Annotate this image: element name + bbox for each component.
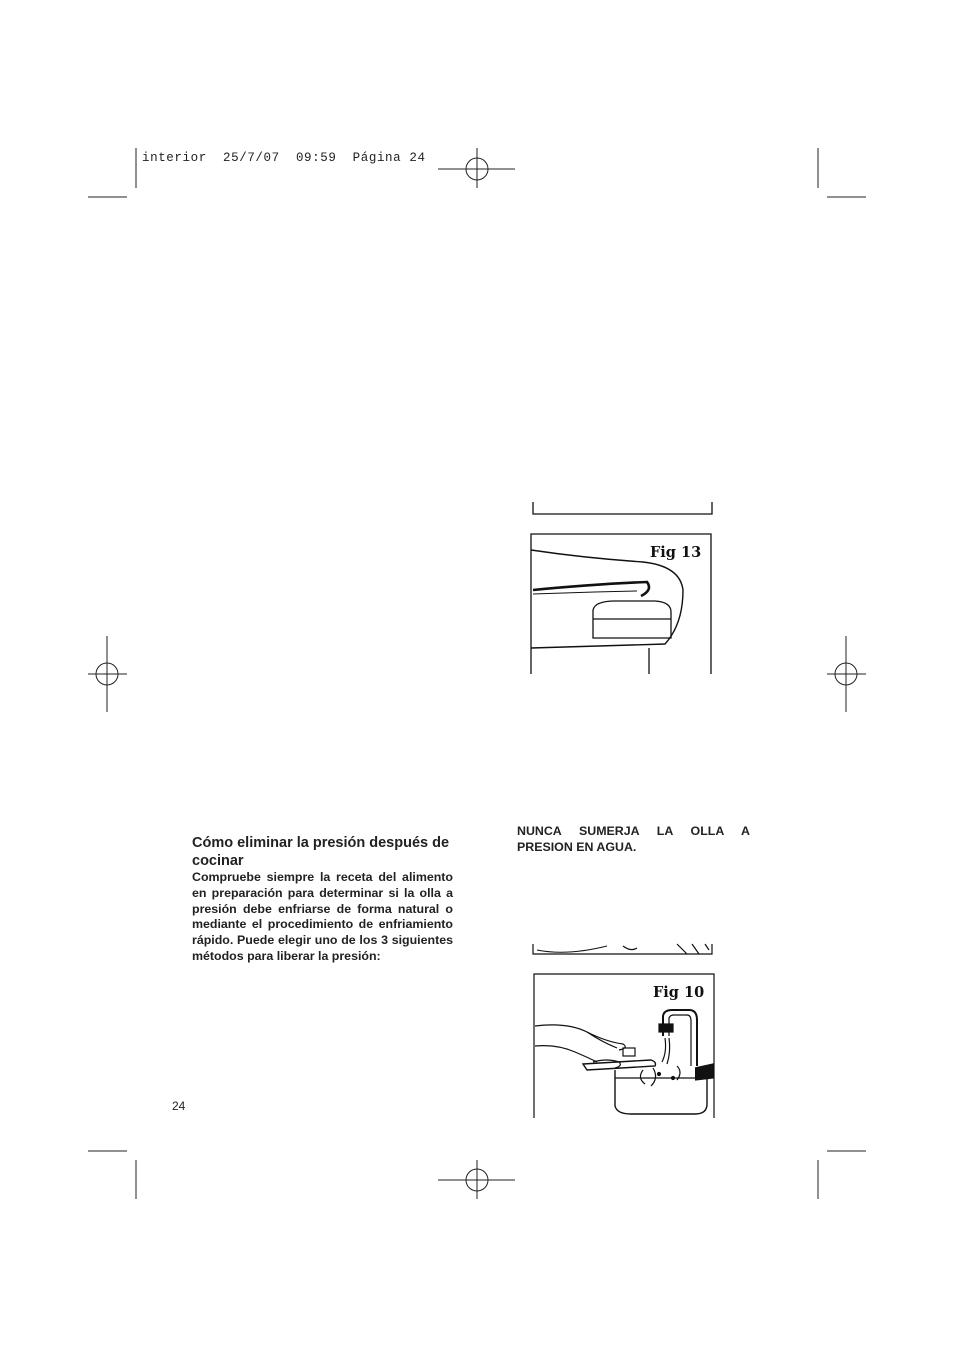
slug-page-label: Página 24 bbox=[352, 151, 426, 165]
slug-file: interior bbox=[142, 151, 207, 165]
slug-time: 09:59 bbox=[295, 151, 337, 165]
registration-mark-left bbox=[88, 636, 127, 712]
warning-text: NUNCA SUMERJA LA OLLA A PRESION EN AGUA. bbox=[517, 824, 750, 854]
fig13-label: Fig 13 bbox=[650, 544, 702, 561]
fig10-label: Fig 10 bbox=[653, 984, 705, 1001]
registration-mark-right bbox=[827, 636, 866, 712]
fig13-handle-highlight bbox=[533, 582, 649, 596]
fig10-illustration bbox=[527, 938, 722, 1120]
slug-date: 25/7/07 bbox=[223, 151, 280, 165]
fig13-illustration bbox=[525, 498, 720, 678]
page-number: 24 bbox=[172, 1099, 186, 1113]
section-heading: Cómo eliminar la presión después de cocinar bbox=[192, 835, 450, 869]
fig13-handle-outline bbox=[531, 550, 683, 648]
fig13-upper-frame-fragment bbox=[533, 502, 712, 514]
section-body: Compruebe siempre la receta del alimento en preparación para determinar si la olla a presión debe enfriarse de forma natural o mediante el procedimiento de enfriamiento rápido. Puede elegir uno de los 3 siguientes métodos para liberar la presión: bbox=[192, 870, 453, 963]
registration-mark-top bbox=[438, 148, 515, 188]
registration-mark-bottom bbox=[438, 1160, 515, 1199]
